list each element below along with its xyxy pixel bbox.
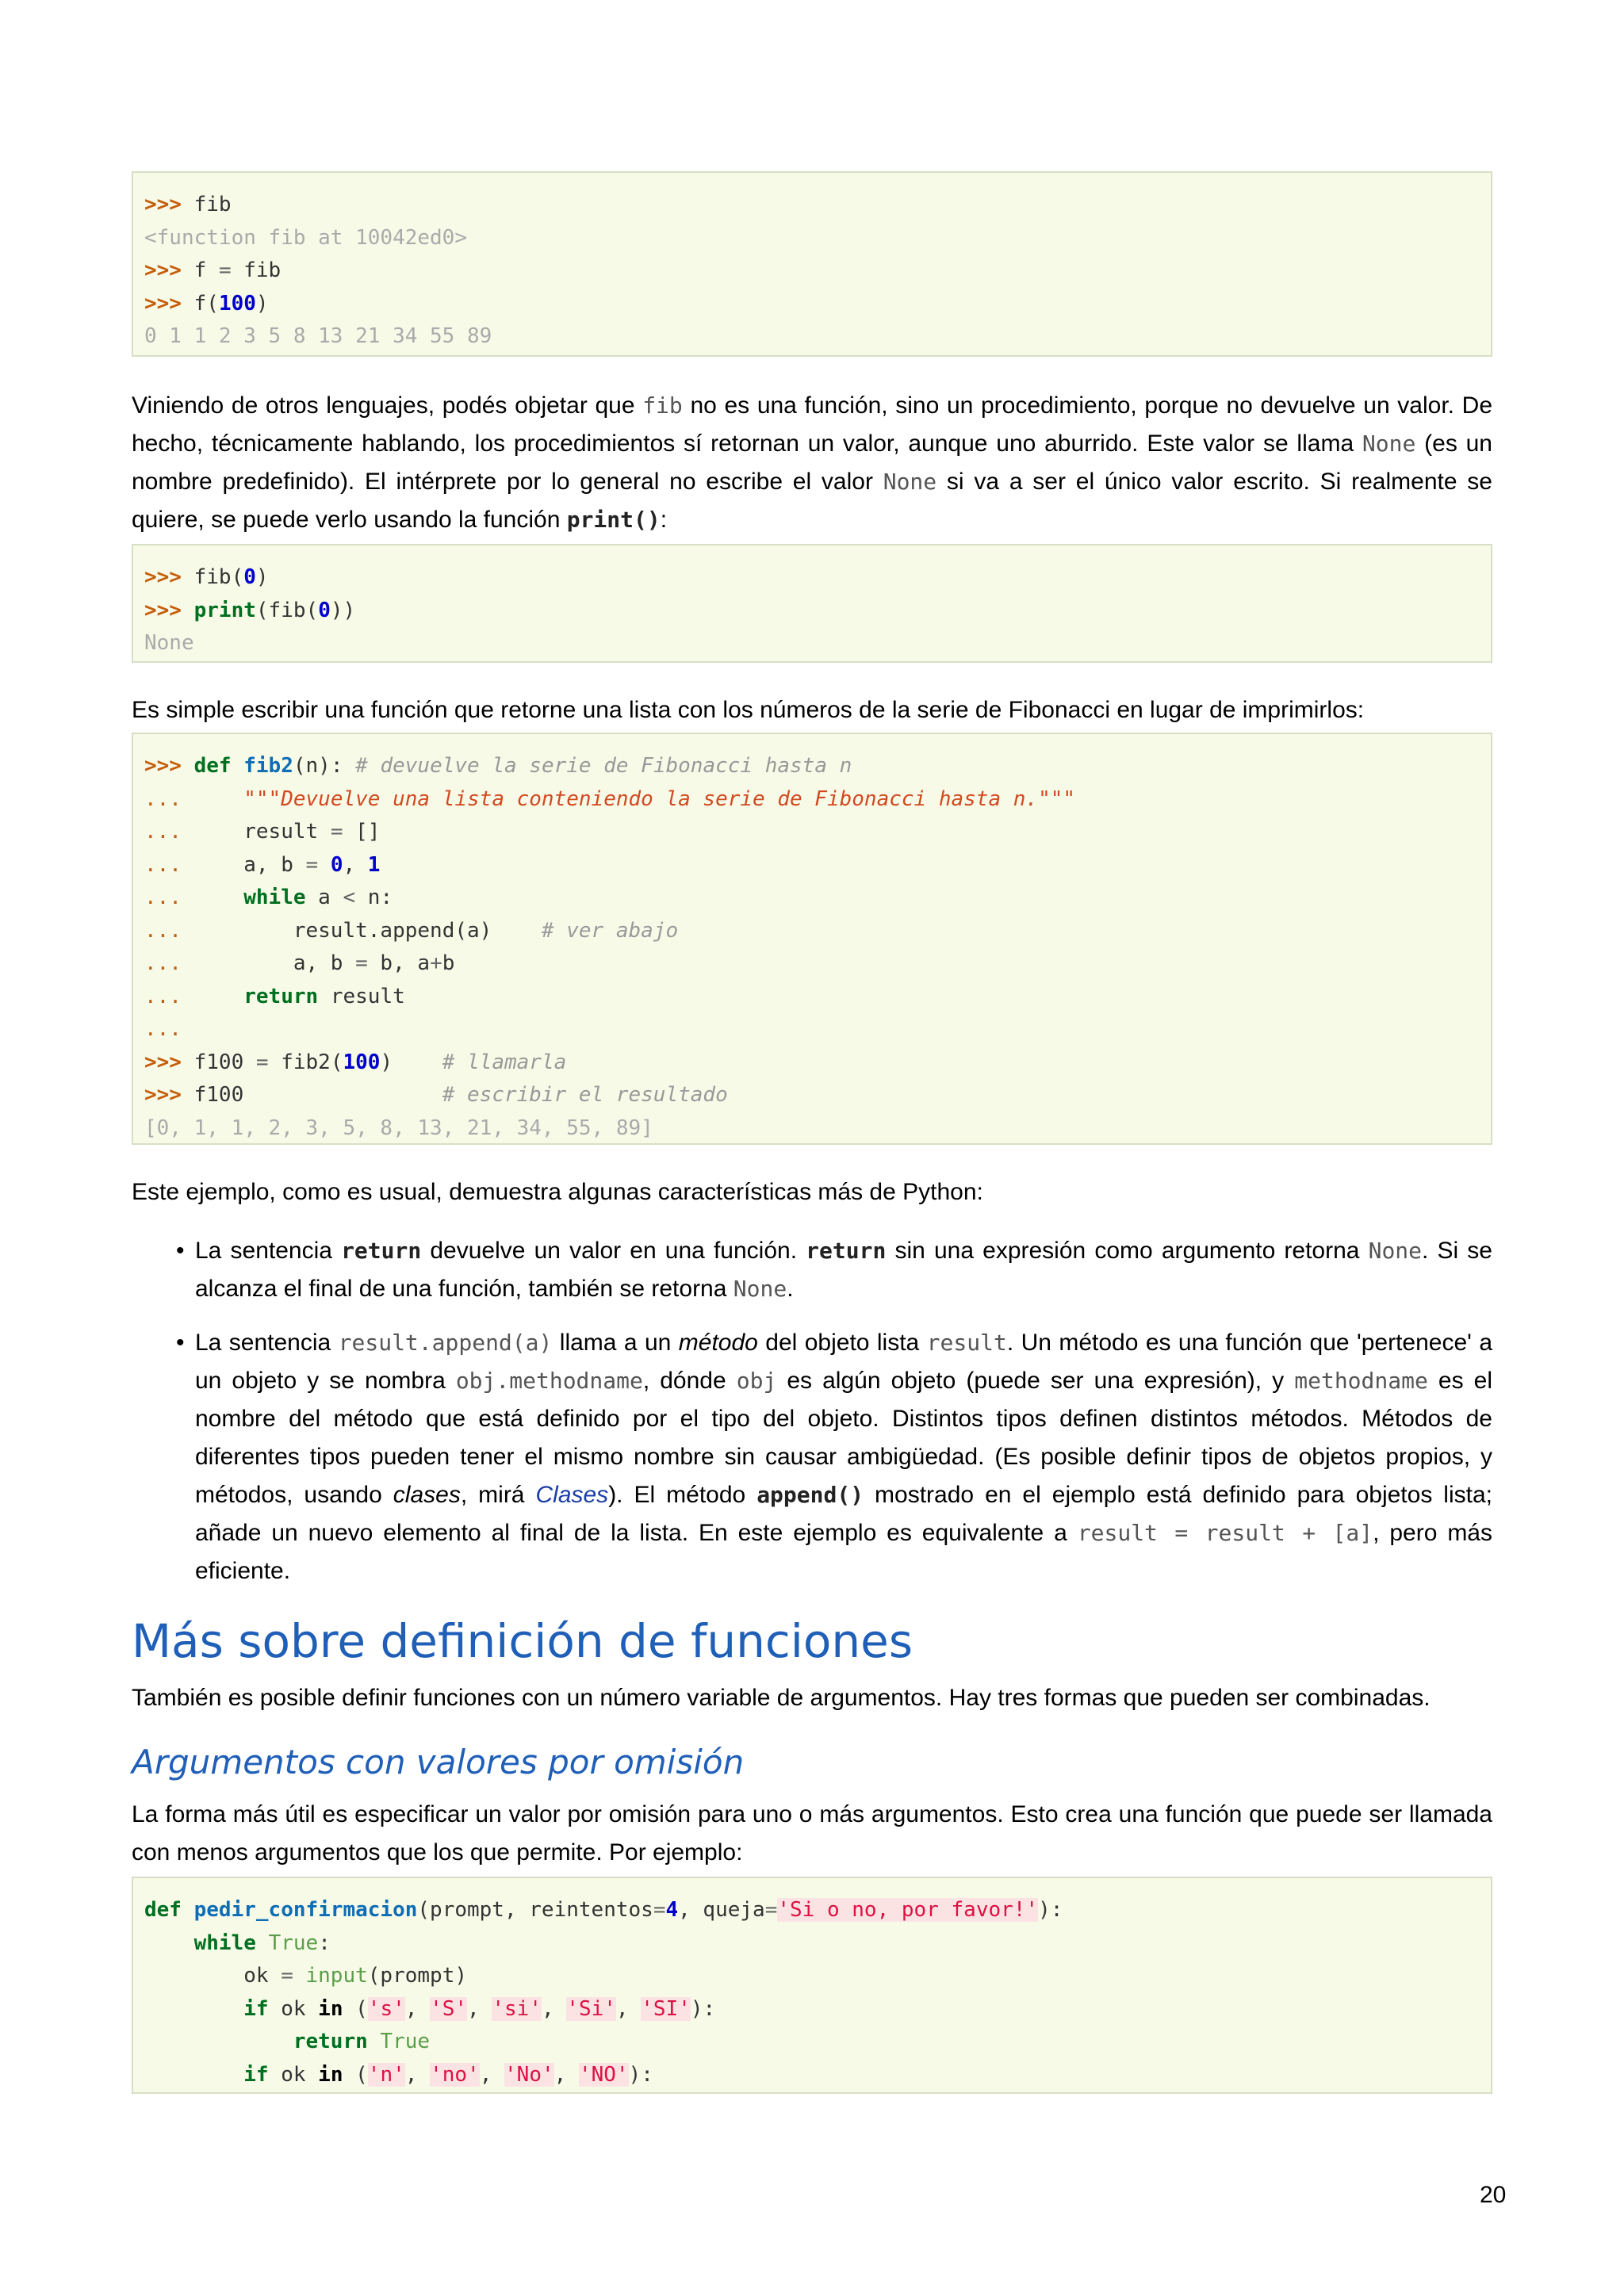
page-number: 20 (1480, 2182, 1507, 2208)
paragraph-example-features: Este ejemplo, como es usual, demuestra algunas características más de Python: (132, 1179, 983, 1205)
paragraph-fib2-intro: Es simple escribir una función que retorne una lista con los números de la serie de Fibonacci en lugar de imprimirlos: (132, 697, 1365, 723)
link-clases[interactable]: Clases (535, 1482, 609, 1508)
paragraph-default-args: La forma más útil es especificar un valor por omisión para uno o más argumentos. Esto crea una función que puede ser llamada con menos argumentos que los que permite. Por ejemplo: (132, 1801, 1492, 1866)
code-block-pedir-confirmacion: def pedir_confirmacion(prompt, reintentos=4, queja='Si o no, por favor!'): while True: ok = input(prompt) if ok in ('s', 'S', 'si', 'Si', 'SI'): return True if ok in ('n', 'no', 'No', 'NO'): (132, 1877, 1492, 2094)
page-content (132, 171, 1492, 2094)
code-output: <function fib at 10042ed0> (144, 225, 467, 250)
list-item-append: • La sentencia result.append(a) llama a un método del objeto lista result. Un método es una función que 'pertenece' a un objeto y se nombra obj.methodname, dónde obj es algún objeto (puede ser una expresión), y methodname es el nombre del método que está definido por el tipo del objeto. Distintos tipos definen distintos métodos. Métodos de diferentes tipos pueden tener el mismo nombre sin causar ambigüedad. (Es posible definir tipos de objetos propios, y métodos, usando clases, mirá Clases). El método append() mostrado en el ejemplo está definido para objetos lista; añade un nuevo elemento al final de la lista. En este ejemplo es equivalente a result = result + [a], pero más eficiente. (176, 1330, 1493, 1584)
subsection-heading: Argumentos con valores por omisión (132, 1743, 745, 1781)
paragraph-procedures: Viniendo de otros lenguajes, podés objetar que fib no es una función, sino un procedimiento, porque no devuelve un valor. De hecho, técnicamente hablando, los procedimientos sí retornan un valor, aunque uno aburrido. Este valor se llama None (es un nombre predefinido). El intérprete por lo general no escribe el valor None si va a ser el único valor escrito. Si realmente se quiere, se puede verlo usando la función print(): (132, 392, 1492, 533)
code-block-fib-repr: >>> fib <function fib at 10042ed0> >>> f = fib >>> f(100) 0 1 1 2 3 5 8 13 21 34 55 89 (132, 171, 1492, 357)
paragraph-variable-args: También es posible definir funciones con un número variable de argumentos. Hay tres formas que pueden ser combinadas. (132, 1685, 1431, 1711)
list-item-return: • La sentencia return devuelve un valor en una función. return sin una expresión como argumento retorna None. Si se alcanza el final de una función, también se retorna None. (176, 1238, 1492, 1302)
code-output: 0 1 1 2 3 5 8 13 21 34 55 89 (144, 324, 492, 348)
features-list (132, 1232, 1492, 1590)
code-block-print-none: >>> fib(0) >>> print(fib(0)) None (132, 544, 1492, 663)
section-heading: Más sobre definición de funciones (132, 1614, 914, 1668)
code-block-fib2: >>> def fib2(n): # devuelve la serie de Fibonacci hasta n ... """Devuelve una lista conteniendo la serie de Fibonacci hasta n.""" ... result = [] ... a, b = 0, 1 ... while a < n: ... result.append(a) # ver abajo ... a, b = b, a+b ... return result ... >>> f100 = fib2(100) # llamarla >>> f100 # escribir el resultado [0, 1, 1, 2, 3, 5, 8, 13, 21, 34, 55, 89] (132, 733, 1492, 1145)
